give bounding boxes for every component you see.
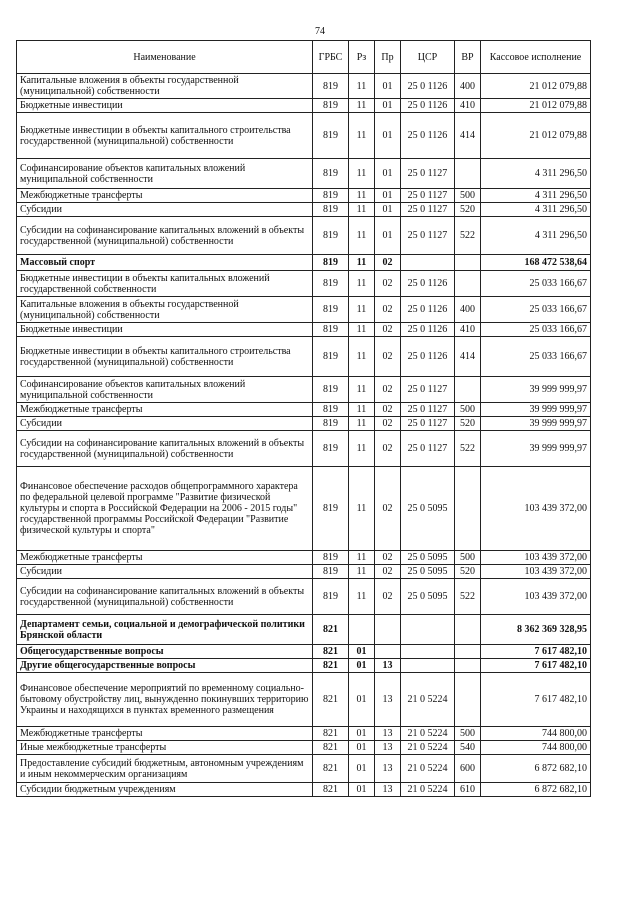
row-pr: 13: [375, 727, 401, 741]
row-pr: 13: [375, 673, 401, 727]
row-amount: 103 439 372,00: [481, 565, 591, 579]
table-row: [17, 323, 591, 337]
row-pr: 02: [375, 403, 401, 417]
table-row: [17, 727, 591, 741]
row-amount: 25 033 166,67: [481, 323, 591, 337]
row-rz: 11: [349, 417, 375, 431]
table-row: [17, 755, 591, 783]
row-amount: 39 999 999,97: [481, 417, 591, 431]
table-row: [17, 783, 591, 797]
row-grbs: 819: [313, 74, 349, 99]
row-csr: 25 0 1126: [401, 323, 455, 337]
row-amount: 25 033 166,67: [481, 271, 591, 297]
row-rz: 11: [349, 255, 375, 271]
row-vr: [455, 659, 481, 673]
table-row: [17, 217, 591, 255]
row-name: Бюджетные инвестиции: [17, 99, 313, 113]
header-rz: Рз: [349, 41, 375, 74]
row-rz: 01: [349, 741, 375, 755]
header-grbs: ГРБС: [313, 41, 349, 74]
row-amount: 21 012 079,88: [481, 74, 591, 99]
row-grbs: 821: [313, 741, 349, 755]
row-name: Финансовое обеспечение расходов общепрограммного характера по федеральной целевой программе "Развитие физической культуры и спорта в Российской Федерации на 2006 - 2015 годы" государственной программы Российской Федерации "Развитие физической культуры и спорта": [17, 467, 313, 551]
row-name: Софинансирование объектов капитальных вложений муниципальной собственности: [17, 377, 313, 403]
row-csr: 25 0 1127: [401, 403, 455, 417]
row-csr: 25 0 1127: [401, 377, 455, 403]
row-pr: 01: [375, 113, 401, 159]
row-csr: 21 0 5224: [401, 673, 455, 727]
row-amount: 7 617 482,10: [481, 645, 591, 659]
row-grbs: 819: [313, 417, 349, 431]
row-amount: 744 800,00: [481, 741, 591, 755]
row-name: Бюджетные инвестиции в объекты капитального строительства государственной (муниципальной) собственности: [17, 113, 313, 159]
row-pr: [375, 615, 401, 645]
row-rz: 11: [349, 323, 375, 337]
row-name: Субсидии на софинансирование капитальных вложений в объекты государственной (муниципальной) собственности: [17, 217, 313, 255]
table-row: [17, 565, 591, 579]
row-csr: 25 0 5095: [401, 467, 455, 551]
row-grbs: 819: [313, 217, 349, 255]
table-header-row: [17, 41, 591, 74]
row-amount: 25 033 166,67: [481, 297, 591, 323]
row-amount: 6 872 682,10: [481, 783, 591, 797]
row-grbs: 819: [313, 431, 349, 467]
row-amount: 4 311 296,50: [481, 189, 591, 203]
row-grbs: 819: [313, 579, 349, 615]
row-amount: 6 872 682,10: [481, 755, 591, 783]
row-amount: 4 311 296,50: [481, 203, 591, 217]
table-row: [17, 113, 591, 159]
table-row: [17, 297, 591, 323]
row-pr: 13: [375, 741, 401, 755]
row-name: Субсидии: [17, 565, 313, 579]
table-row: [17, 417, 591, 431]
row-csr: [401, 659, 455, 673]
row-rz: 11: [349, 297, 375, 323]
row-pr: 01: [375, 99, 401, 113]
row-csr: [401, 255, 455, 271]
row-pr: 13: [375, 755, 401, 783]
row-vr: 410: [455, 323, 481, 337]
row-rz: [349, 615, 375, 645]
row-name: Финансовое обеспечение мероприятий по временному социально-бытовому обустройству лиц, вынужденно покинувших территорию Украины и находящихся в пунктах временного размещения: [17, 673, 313, 727]
row-vr: 500: [455, 189, 481, 203]
header-pr: Пр: [375, 41, 401, 74]
table-row: [17, 203, 591, 217]
row-csr: 25 0 1127: [401, 217, 455, 255]
row-grbs: 819: [313, 403, 349, 417]
row-pr: 13: [375, 783, 401, 797]
row-rz: 11: [349, 74, 375, 99]
row-name: Капитальные вложения в объекты государственной (муниципальной) собственности: [17, 297, 313, 323]
row-amount: 39 999 999,97: [481, 377, 591, 403]
row-name: Департамент семьи, социальной и демографической политики Брянской области: [17, 615, 313, 645]
page-number: 74: [315, 26, 325, 37]
row-name: Субсидии бюджетным учреждениям: [17, 783, 313, 797]
row-amount: 744 800,00: [481, 727, 591, 741]
row-pr: 01: [375, 217, 401, 255]
row-name: Субсидии: [17, 203, 313, 217]
row-amount: 25 033 166,67: [481, 337, 591, 377]
row-amount: 103 439 372,00: [481, 467, 591, 551]
row-pr: 02: [375, 271, 401, 297]
row-csr: 25 0 1127: [401, 417, 455, 431]
row-pr: 01: [375, 159, 401, 189]
table-row: [17, 579, 591, 615]
row-vr: 500: [455, 551, 481, 565]
row-csr: 25 0 5095: [401, 565, 455, 579]
header-csr: ЦСР: [401, 41, 455, 74]
row-vr: [455, 615, 481, 645]
row-name: Субсидии на софинансирование капитальных вложений в объекты государственной (муниципальной) собственности: [17, 431, 313, 467]
row-csr: [401, 645, 455, 659]
row-grbs: 821: [313, 755, 349, 783]
row-pr: 01: [375, 189, 401, 203]
row-amount: 21 012 079,88: [481, 99, 591, 113]
table-row: [17, 189, 591, 203]
row-csr: 25 0 1126: [401, 74, 455, 99]
row-name: Бюджетные инвестиции в объекты капитального строительства государственной (муниципальной) собственности: [17, 337, 313, 377]
row-vr: 610: [455, 783, 481, 797]
row-name: Предоставление субсидий бюджетным, автономным учреждениям и иным некоммерческим организациям: [17, 755, 313, 783]
row-amount: 103 439 372,00: [481, 551, 591, 565]
row-amount: 39 999 999,97: [481, 431, 591, 467]
table-row: [17, 255, 591, 271]
row-pr: 01: [375, 74, 401, 99]
row-amount: 4 311 296,50: [481, 217, 591, 255]
row-amount: 168 472 538,64: [481, 255, 591, 271]
row-name: Межбюджетные трансферты: [17, 403, 313, 417]
row-pr: 02: [375, 323, 401, 337]
row-rz: 11: [349, 337, 375, 377]
row-name: Капитальные вложения в объекты государственной (муниципальной) собственности: [17, 74, 313, 99]
row-csr: 21 0 5224: [401, 755, 455, 783]
row-vr: [455, 159, 481, 189]
row-grbs: 819: [313, 337, 349, 377]
row-csr: 25 0 1126: [401, 113, 455, 159]
row-rz: 11: [349, 271, 375, 297]
row-grbs: 819: [313, 189, 349, 203]
row-amount: 7 617 482,10: [481, 659, 591, 673]
row-grbs: 821: [313, 659, 349, 673]
row-rz: 01: [349, 673, 375, 727]
table-row: [17, 403, 591, 417]
row-name: Бюджетные инвестиции в объекты капитальных вложений государственной собственности: [17, 271, 313, 297]
row-rz: 11: [349, 189, 375, 203]
row-vr: [455, 255, 481, 271]
row-amount: 39 999 999,97: [481, 403, 591, 417]
row-grbs: 819: [313, 99, 349, 113]
row-grbs: 821: [313, 727, 349, 741]
row-vr: 500: [455, 727, 481, 741]
row-grbs: 819: [313, 203, 349, 217]
row-rz: 11: [349, 99, 375, 113]
row-vr: 400: [455, 74, 481, 99]
row-name: Софинансирование объектов капитальных вложений муниципальной собственности: [17, 159, 313, 189]
row-grbs: 819: [313, 377, 349, 403]
row-rz: 11: [349, 377, 375, 403]
table-row: [17, 551, 591, 565]
row-pr: 02: [375, 467, 401, 551]
row-pr: [375, 645, 401, 659]
row-rz: 11: [349, 203, 375, 217]
row-grbs: 819: [313, 271, 349, 297]
table-row: [17, 99, 591, 113]
row-rz: 11: [349, 467, 375, 551]
table-row: [17, 74, 591, 99]
row-pr: 02: [375, 337, 401, 377]
row-pr: 13: [375, 659, 401, 673]
row-vr: 522: [455, 579, 481, 615]
table-row: [17, 741, 591, 755]
row-vr: 522: [455, 217, 481, 255]
table-row: [17, 271, 591, 297]
table-row: [17, 673, 591, 727]
row-vr: 520: [455, 203, 481, 217]
row-vr: 414: [455, 113, 481, 159]
row-csr: 25 0 5095: [401, 579, 455, 615]
row-grbs: 819: [313, 467, 349, 551]
row-vr: 500: [455, 403, 481, 417]
row-rz: 01: [349, 727, 375, 741]
row-csr: 25 0 1127: [401, 431, 455, 467]
row-name: Иные межбюджетные трансферты: [17, 741, 313, 755]
row-name: Бюджетные инвестиции: [17, 323, 313, 337]
row-csr: 21 0 5224: [401, 783, 455, 797]
table-row: [17, 337, 591, 377]
row-pr: 01: [375, 203, 401, 217]
row-vr: [455, 645, 481, 659]
row-grbs: 819: [313, 113, 349, 159]
table-row: [17, 431, 591, 467]
row-rz: 01: [349, 645, 375, 659]
row-rz: 01: [349, 659, 375, 673]
row-pr: 02: [375, 377, 401, 403]
row-name: Межбюджетные трансферты: [17, 189, 313, 203]
row-rz: 11: [349, 431, 375, 467]
row-csr: 25 0 1126: [401, 297, 455, 323]
row-pr: 02: [375, 551, 401, 565]
row-vr: 520: [455, 565, 481, 579]
row-csr: [401, 615, 455, 645]
row-grbs: 821: [313, 615, 349, 645]
row-grbs: 819: [313, 565, 349, 579]
row-grbs: 819: [313, 255, 349, 271]
row-rz: 11: [349, 159, 375, 189]
row-vr: [455, 673, 481, 727]
row-pr: 02: [375, 297, 401, 323]
row-csr: 25 0 1126: [401, 271, 455, 297]
row-rz: 01: [349, 783, 375, 797]
row-rz: 11: [349, 403, 375, 417]
table-row: [17, 645, 591, 659]
row-name: Межбюджетные трансферты: [17, 551, 313, 565]
row-pr: 02: [375, 565, 401, 579]
row-amount: 4 311 296,50: [481, 159, 591, 189]
row-grbs: 821: [313, 673, 349, 727]
row-vr: [455, 467, 481, 551]
row-pr: 02: [375, 579, 401, 615]
row-name: Массовый спорт: [17, 255, 313, 271]
row-vr: [455, 377, 481, 403]
row-vr: 410: [455, 99, 481, 113]
budget-execution-table: [16, 40, 591, 797]
row-name: Субсидии: [17, 417, 313, 431]
header-vr: ВР: [455, 41, 481, 74]
row-rz: 11: [349, 113, 375, 159]
header-amount: Кассовое исполнение: [481, 41, 591, 74]
row-csr: 25 0 1127: [401, 203, 455, 217]
row-csr: 25 0 1126: [401, 337, 455, 377]
row-rz: 01: [349, 755, 375, 783]
row-csr: 25 0 1127: [401, 189, 455, 203]
row-pr: 02: [375, 431, 401, 467]
row-csr: 25 0 5095: [401, 551, 455, 565]
row-csr: 25 0 1126: [401, 99, 455, 113]
table-row: [17, 659, 591, 673]
row-csr: 21 0 5224: [401, 741, 455, 755]
header-name: Наименование: [17, 41, 313, 74]
row-amount: 8 362 369 328,95: [481, 615, 591, 645]
table-row: [17, 467, 591, 551]
row-grbs: 819: [313, 323, 349, 337]
row-grbs: 819: [313, 297, 349, 323]
row-name: Общегосударственные вопросы: [17, 645, 313, 659]
row-name: Другие общегосударственные вопросы: [17, 659, 313, 673]
row-rz: 11: [349, 551, 375, 565]
row-vr: 400: [455, 297, 481, 323]
row-vr: 600: [455, 755, 481, 783]
row-vr: 414: [455, 337, 481, 377]
row-name: Межбюджетные трансферты: [17, 727, 313, 741]
row-amount: 7 617 482,10: [481, 673, 591, 727]
row-vr: [455, 271, 481, 297]
table-row: [17, 159, 591, 189]
row-amount: 21 012 079,88: [481, 113, 591, 159]
row-grbs: 821: [313, 783, 349, 797]
table-row: [17, 377, 591, 403]
row-grbs: 821: [313, 645, 349, 659]
row-amount: 103 439 372,00: [481, 579, 591, 615]
row-rz: 11: [349, 217, 375, 255]
row-csr: 21 0 5224: [401, 727, 455, 741]
row-pr: 02: [375, 255, 401, 271]
row-csr: 25 0 1127: [401, 159, 455, 189]
row-rz: 11: [349, 579, 375, 615]
row-rz: 11: [349, 565, 375, 579]
row-vr: 522: [455, 431, 481, 467]
row-vr: 520: [455, 417, 481, 431]
row-vr: 540: [455, 741, 481, 755]
row-grbs: 819: [313, 159, 349, 189]
row-grbs: 819: [313, 551, 349, 565]
row-name: Субсидии на софинансирование капитальных вложений в объекты государственной (муниципальной) собственности: [17, 579, 313, 615]
table-row: [17, 615, 591, 645]
row-pr: 02: [375, 417, 401, 431]
